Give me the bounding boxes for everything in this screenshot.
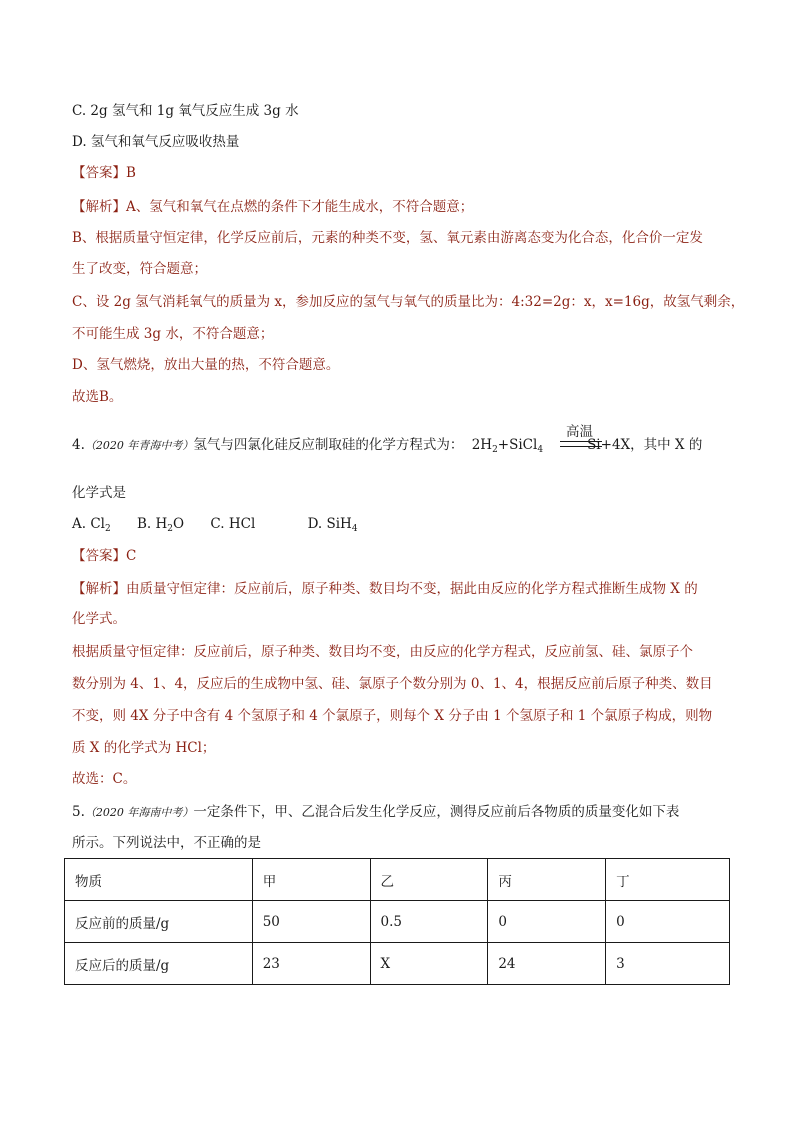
option-a: A. $Cl_2$ xyxy=(72,516,111,534)
analysis-line xyxy=(72,197,473,217)
option-d: D. 氢气和氧气反应吸收热量 xyxy=(72,134,240,150)
conclusion-line: 故选：C。 xyxy=(72,771,137,787)
analysis-line: 质 X 的化学式为 HCl； xyxy=(72,740,216,756)
answer-line xyxy=(72,163,136,183)
question-4-stem xyxy=(72,435,702,460)
reaction-condition: 高温 xyxy=(566,424,593,440)
analysis-line: 数分别为 4、1、4，反应后的生成物中氢、硅、氯原子个数分别为 0、1、4，根据反应前后原子种类、数目 xyxy=(72,676,713,692)
analysis-line: 不可能生成 3g 水，不符合题意； xyxy=(72,326,274,342)
table-cell: 24 xyxy=(488,943,606,985)
question-5-stem-cont: 所示。下列说法中，不正确的是 xyxy=(72,835,261,851)
table-header-cell: 乙 xyxy=(370,859,488,901)
mass-table xyxy=(64,858,730,985)
equation-right: Si+4X，其中 X 的 xyxy=(587,437,703,453)
table-row xyxy=(65,943,730,985)
analysis-line: D、氢气燃烧，放出大量的热，不符合题意。 xyxy=(72,357,340,373)
analysis-line: 生了改变，符合题意； xyxy=(72,261,207,277)
table-cell: 反应前的质量/g xyxy=(65,901,253,943)
table-cell: X xyxy=(370,943,488,985)
analysis-tag: 【解析】 xyxy=(72,199,126,215)
answer-value: B xyxy=(126,165,136,181)
table-cell: 反应后的质量/g xyxy=(65,943,253,985)
answer-tag: 【答案】 xyxy=(72,165,126,181)
question-number: 5. xyxy=(72,804,85,820)
answer-value: C xyxy=(126,548,137,564)
table-cell: 23 xyxy=(252,943,370,985)
analysis-line: B、根据质量守恒定律，化学反应前后，元素的种类不变，氢、氧元素由游离态变为化合态，化合价一定发 xyxy=(72,230,703,246)
answer-line xyxy=(72,546,136,566)
question-source: （2020 年海南中考） xyxy=(84,806,194,819)
answer-tag: 【答案】 xyxy=(72,548,126,564)
table-cell: 50 xyxy=(252,901,370,943)
table-header-cell: 丁 xyxy=(606,859,730,901)
equals-arrow xyxy=(560,441,602,447)
option-c: C. HCl xyxy=(210,516,256,532)
table-header-row xyxy=(65,859,730,901)
table-header-cell: 丙 xyxy=(488,859,606,901)
analysis-line xyxy=(72,579,698,599)
table-header-cell: 甲 xyxy=(252,859,370,901)
question-source: （2020 年青海中考） xyxy=(84,439,194,452)
option-d: D. SiH$_4$ xyxy=(307,516,358,534)
analysis-line: 不变，则 4X 分子中含有 4 个氢原子和 4 个氯原子，则每个 X 分子由 1 个氢原子和 1 个氯原子构成，则物 xyxy=(72,708,713,724)
table-cell: 0 xyxy=(488,901,606,943)
analysis-text: A、氢气和氧气在点燃的条件下才能生成水，不符合题意； xyxy=(126,199,474,215)
question-4-stem-cont: 化学式是 xyxy=(72,485,126,501)
question-text: 一定条件下，甲、乙混合后发生化学反应，测得反应前后各物质的质量变化如下表 xyxy=(193,804,680,820)
analysis-line: C、设 2g 氢气消耗氧气的质量为 x，参加反应的氢气与氧气的质量比为：4:32=2g：x，x=16g，故氢气剩余， xyxy=(72,294,745,310)
analysis-line: 化学式。 xyxy=(72,611,126,627)
analysis-tag: 【解析】 xyxy=(72,581,126,597)
table-cell: 0 xyxy=(606,901,730,943)
question-text: 氢气与四氯化硅反应制取硅的化学方程式为： xyxy=(193,437,464,453)
table-row xyxy=(65,901,730,943)
options-row xyxy=(72,514,380,539)
table-cell: 3 xyxy=(606,943,730,985)
analysis-line: 根据质量守恒定律：反应前后，原子种类、数目均不变，由反应的化学方程式，反应前氢、硅、氯原子个 xyxy=(72,644,693,660)
equation-left: $2H_2+SiCl_4$ xyxy=(471,437,544,455)
table-cell: 0.5 xyxy=(370,901,488,943)
question-5-stem xyxy=(72,802,679,823)
analysis-text: 由质量守恒定律：反应前后，原子种类、数目均不变，据此由反应的化学方程式推断生成物 X 的 xyxy=(126,581,698,597)
question-number: 4. xyxy=(72,437,85,453)
table-header-cell: 物质 xyxy=(65,859,253,901)
conclusion-line: 故选B。 xyxy=(72,389,123,405)
option-b: B. $H_2O$ xyxy=(137,516,185,534)
option-c: C. 2g 氢气和 1g 氧气反应生成 3g 水 xyxy=(72,103,299,119)
